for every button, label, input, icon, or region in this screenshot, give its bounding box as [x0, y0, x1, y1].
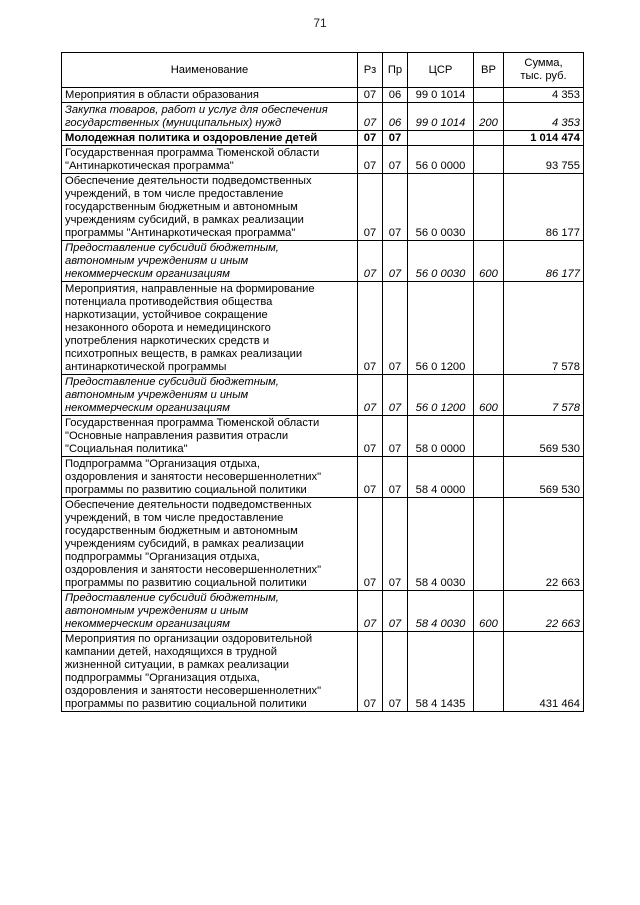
cell-name: Государственная программа Тюменской области "Антинаркотическая программа" [62, 146, 358, 174]
cell-name: Предоставление субсидий бюджетным, автономным учреждениям и иным некоммерческим организациям [62, 591, 358, 632]
cell-csr: 58 0 0000 [408, 416, 474, 457]
table-row [62, 241, 584, 282]
cell-csr: 58 4 0000 [408, 457, 474, 498]
cell-rz: 07 [358, 457, 383, 498]
cell-csr: 58 4 0030 [408, 498, 474, 591]
cell-sum: 93 755 [504, 146, 584, 174]
cell-pr: 07 [383, 375, 408, 416]
cell-csr: 99 0 1014 [408, 103, 474, 131]
cell-vr [474, 174, 504, 241]
cell-vr [474, 632, 504, 712]
cell-name: Мероприятия по организации оздоровительной кампании детей, находящихся в трудной жизненной ситуации, в рамках реализации подпрограммы "Организация отдыха, оздоровления и занятости несовершеннолетних" программы по развитию социальной политики [62, 632, 358, 712]
cell-name: Обеспечение деятельности подведомственных учреждений, в том числе предоставление государственным бюджетным и автономным учреждениям субсидий, в рамках реализации подпрограммы "Организация отдыха, оздоровления и занятости несовершеннолетних" программы по развитию социальной политики [62, 498, 358, 591]
cell-csr: 99 0 1014 [408, 88, 474, 103]
cell-name: Государственная программа Тюменской области "Основные направления развития отрасли "Социальная политика" [62, 416, 358, 457]
cell-rz: 07 [358, 103, 383, 131]
header-name: Наименование [62, 53, 358, 88]
header-rz: Рз [358, 53, 383, 88]
header-sum [504, 53, 584, 88]
cell-pr: 06 [383, 88, 408, 103]
cell-sum: 7 578 [504, 375, 584, 416]
table-header-row [62, 53, 584, 88]
cell-pr: 06 [383, 103, 408, 131]
cell-name: Мероприятия в области образования [62, 88, 358, 103]
cell-rz: 07 [358, 146, 383, 174]
table-row [62, 103, 584, 131]
cell-csr [408, 131, 474, 146]
cell-csr: 56 0 0000 [408, 146, 474, 174]
cell-sum: 86 177 [504, 241, 584, 282]
cell-csr: 58 4 1435 [408, 632, 474, 712]
cell-csr: 58 4 0030 [408, 591, 474, 632]
cell-vr: 600 [474, 591, 504, 632]
cell-rz: 07 [358, 131, 383, 146]
cell-sum: 22 663 [504, 498, 584, 591]
cell-rz: 07 [358, 282, 383, 375]
table-row [62, 375, 584, 416]
cell-pr: 07 [383, 282, 408, 375]
cell-csr: 56 0 1200 [408, 282, 474, 375]
header-vr: ВР [474, 53, 504, 88]
table-row [62, 416, 584, 457]
cell-pr: 07 [383, 146, 408, 174]
cell-rz: 07 [358, 241, 383, 282]
cell-csr: 56 0 0030 [408, 174, 474, 241]
cell-pr: 07 [383, 498, 408, 591]
cell-rz: 07 [358, 632, 383, 712]
header-sum-line1: Сумма, [524, 57, 563, 69]
cell-sum: 431 464 [504, 632, 584, 712]
cell-pr: 07 [383, 416, 408, 457]
cell-pr: 07 [383, 131, 408, 146]
cell-sum: 1 014 474 [504, 131, 584, 146]
cell-vr: 600 [474, 375, 504, 416]
cell-rz: 07 [358, 416, 383, 457]
cell-sum: 4 353 [504, 88, 584, 103]
cell-vr [474, 88, 504, 103]
cell-rz: 07 [358, 174, 383, 241]
table-row [62, 498, 584, 591]
table-row [62, 457, 584, 498]
table-row [62, 174, 584, 241]
table-row [62, 88, 584, 103]
cell-sum: 22 663 [504, 591, 584, 632]
cell-pr: 07 [383, 632, 408, 712]
cell-csr: 56 0 1200 [408, 375, 474, 416]
cell-name: Обеспечение деятельности подведомственных учреждений, в том числе предоставление государственным бюджетным и автономным учреждениям субсидий, в рамках реализации программы "Антинаркотическая программа" [62, 174, 358, 241]
cell-name: Предоставление субсидий бюджетным, автономным учреждениям и иным некоммерческим организациям [62, 241, 358, 282]
cell-name: Закупка товаров, работ и услуг для обеспечения государственных (муниципальных) нужд [62, 103, 358, 131]
cell-rz: 07 [358, 375, 383, 416]
header-sum-line2: тыс. руб. [520, 70, 567, 82]
cell-vr: 200 [474, 103, 504, 131]
table-body [62, 88, 584, 712]
cell-csr: 56 0 0030 [408, 241, 474, 282]
cell-vr [474, 282, 504, 375]
table-row [62, 591, 584, 632]
table-row [62, 131, 584, 146]
cell-sum: 7 578 [504, 282, 584, 375]
cell-name: Мероприятия, направленные на формирование потенциала противодействия общества наркотизации, устойчивое сокращение незаконного оборота и немедицинского употребления наркотических средств и психотропных веществ, в рамках реализации антинаркотической программы [62, 282, 358, 375]
cell-rz: 07 [358, 498, 383, 591]
cell-vr [474, 416, 504, 457]
cell-vr [474, 457, 504, 498]
cell-pr: 07 [383, 241, 408, 282]
header-csr: ЦСР [408, 53, 474, 88]
cell-sum: 86 177 [504, 174, 584, 241]
cell-pr: 07 [383, 591, 408, 632]
cell-name: Молодежная политика и оздоровление детей [62, 131, 358, 146]
cell-pr: 07 [383, 457, 408, 498]
cell-pr: 07 [383, 174, 408, 241]
header-pr: Пр [383, 53, 408, 88]
table-row [62, 282, 584, 375]
cell-vr: 600 [474, 241, 504, 282]
cell-vr [474, 146, 504, 174]
cell-rz: 07 [358, 88, 383, 103]
cell-sum: 569 530 [504, 457, 584, 498]
cell-vr [474, 498, 504, 591]
table-row [62, 632, 584, 712]
cell-sum: 569 530 [504, 416, 584, 457]
cell-sum: 4 353 [504, 103, 584, 131]
cell-name: Предоставление субсидий бюджетным, автономным учреждениям и иным некоммерческим организациям [62, 375, 358, 416]
cell-name: Подпрограмма "Организация отдыха, оздоровления и занятости несовершеннолетних" программы по развитию социальной политики [62, 457, 358, 498]
cell-rz: 07 [358, 591, 383, 632]
page-number: 71 [313, 16, 327, 30]
budget-table [61, 52, 584, 712]
table-row [62, 146, 584, 174]
cell-vr [474, 131, 504, 146]
